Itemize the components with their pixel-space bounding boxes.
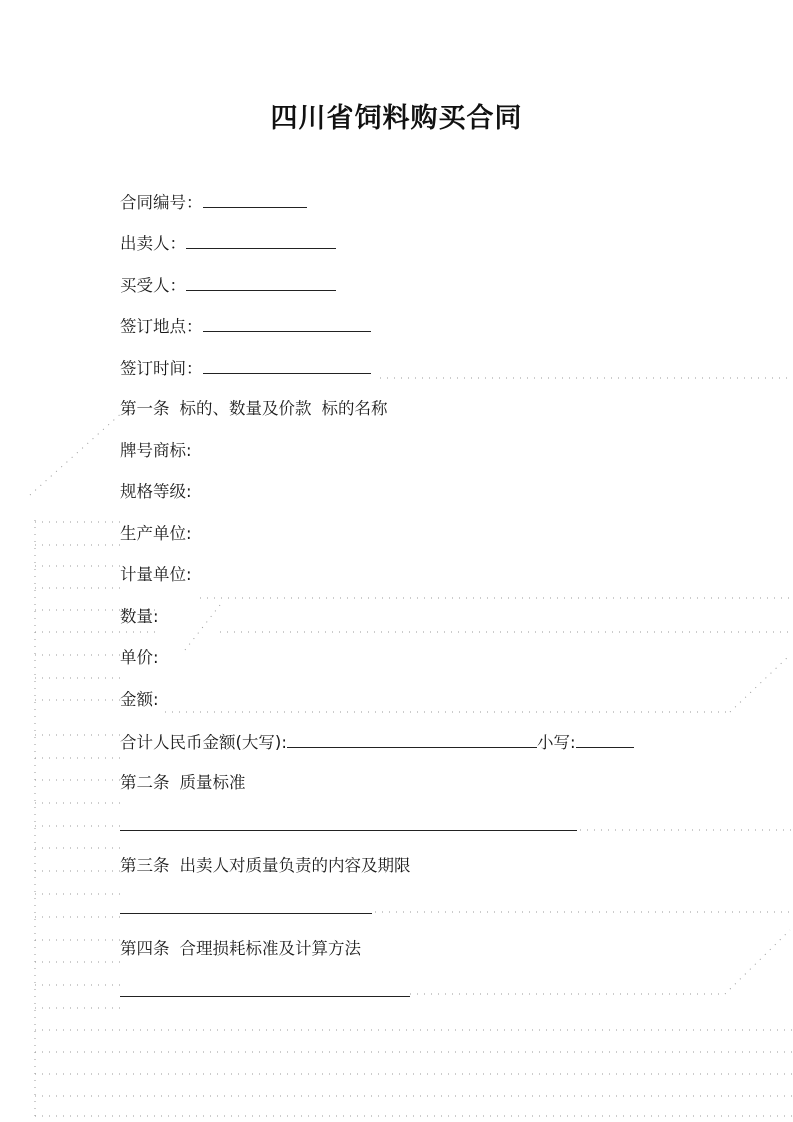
- signing-time-field[interactable]: [203, 357, 371, 374]
- signing-place-label: 签订地点：: [120, 317, 203, 336]
- total-lowercase-field[interactable]: [576, 731, 634, 748]
- item-field-row: [120, 523, 192, 545]
- item-field-row: [120, 564, 192, 586]
- article-1-title: 标的、数量及价款: [179, 399, 312, 418]
- total-uppercase-label: 合计人民币金额(大写):: [120, 733, 287, 752]
- contract-number-label: 合同编号：: [120, 193, 203, 212]
- amount-label: 金额:: [120, 690, 159, 709]
- article-2-heading: [120, 772, 246, 794]
- quality-standard-field[interactable]: [120, 830, 577, 831]
- item-field-row: [120, 689, 159, 711]
- seller-field[interactable]: [186, 232, 336, 249]
- unit-of-measure-label: 计量单位:: [120, 565, 192, 584]
- article-1-number: 第一条: [120, 399, 170, 418]
- article-4-number: 第四条: [120, 939, 170, 958]
- signing-place-row: [120, 315, 371, 338]
- article-4-title: 合理损耗标准及计算方法: [179, 939, 361, 958]
- total-lowercase-label: 小写:: [536, 733, 576, 752]
- buyer-label: 买受人：: [120, 276, 186, 295]
- item-field-row: [120, 606, 159, 628]
- article-3-title: 出卖人对质量负责的内容及期限: [179, 856, 411, 875]
- quality-responsibility-field[interactable]: [120, 913, 372, 914]
- signing-time-label: 签订时间：: [120, 359, 203, 378]
- buyer-row: [120, 274, 336, 297]
- article-4-heading: [120, 938, 361, 960]
- specification-grade-label: 规格等级:: [120, 482, 192, 501]
- article-2-number: 第二条: [120, 773, 170, 792]
- manufacturer-label: 生产单位:: [120, 524, 192, 543]
- article-2-title: 质量标准: [179, 773, 246, 792]
- signing-time-row: [120, 357, 371, 380]
- seller-label: 出卖人：: [120, 234, 186, 253]
- unit-price-label: 单价:: [120, 648, 159, 667]
- document-title: 四川省饲料购买合同: [270, 103, 523, 134]
- loss-standard-field[interactable]: [120, 996, 410, 997]
- item-field-row: [120, 440, 192, 462]
- buyer-field[interactable]: [186, 274, 336, 291]
- article-1-heading: [120, 398, 388, 420]
- contract-number-row: [120, 191, 307, 214]
- article-1-subtitle: 标的名称: [321, 399, 388, 418]
- article-3-heading: [120, 855, 411, 877]
- seller-row: [120, 232, 336, 255]
- item-field-row: [120, 481, 192, 503]
- quantity-label: 数量:: [120, 607, 159, 626]
- contract-number-field[interactable]: [203, 191, 307, 208]
- article-3-number: 第三条: [120, 856, 170, 875]
- signing-place-field[interactable]: [203, 315, 371, 332]
- item-field-row: [120, 647, 159, 669]
- brand-trademark-label: 牌号商标:: [120, 441, 192, 460]
- total-amount-row: [120, 731, 634, 754]
- total-uppercase-field[interactable]: [287, 731, 537, 748]
